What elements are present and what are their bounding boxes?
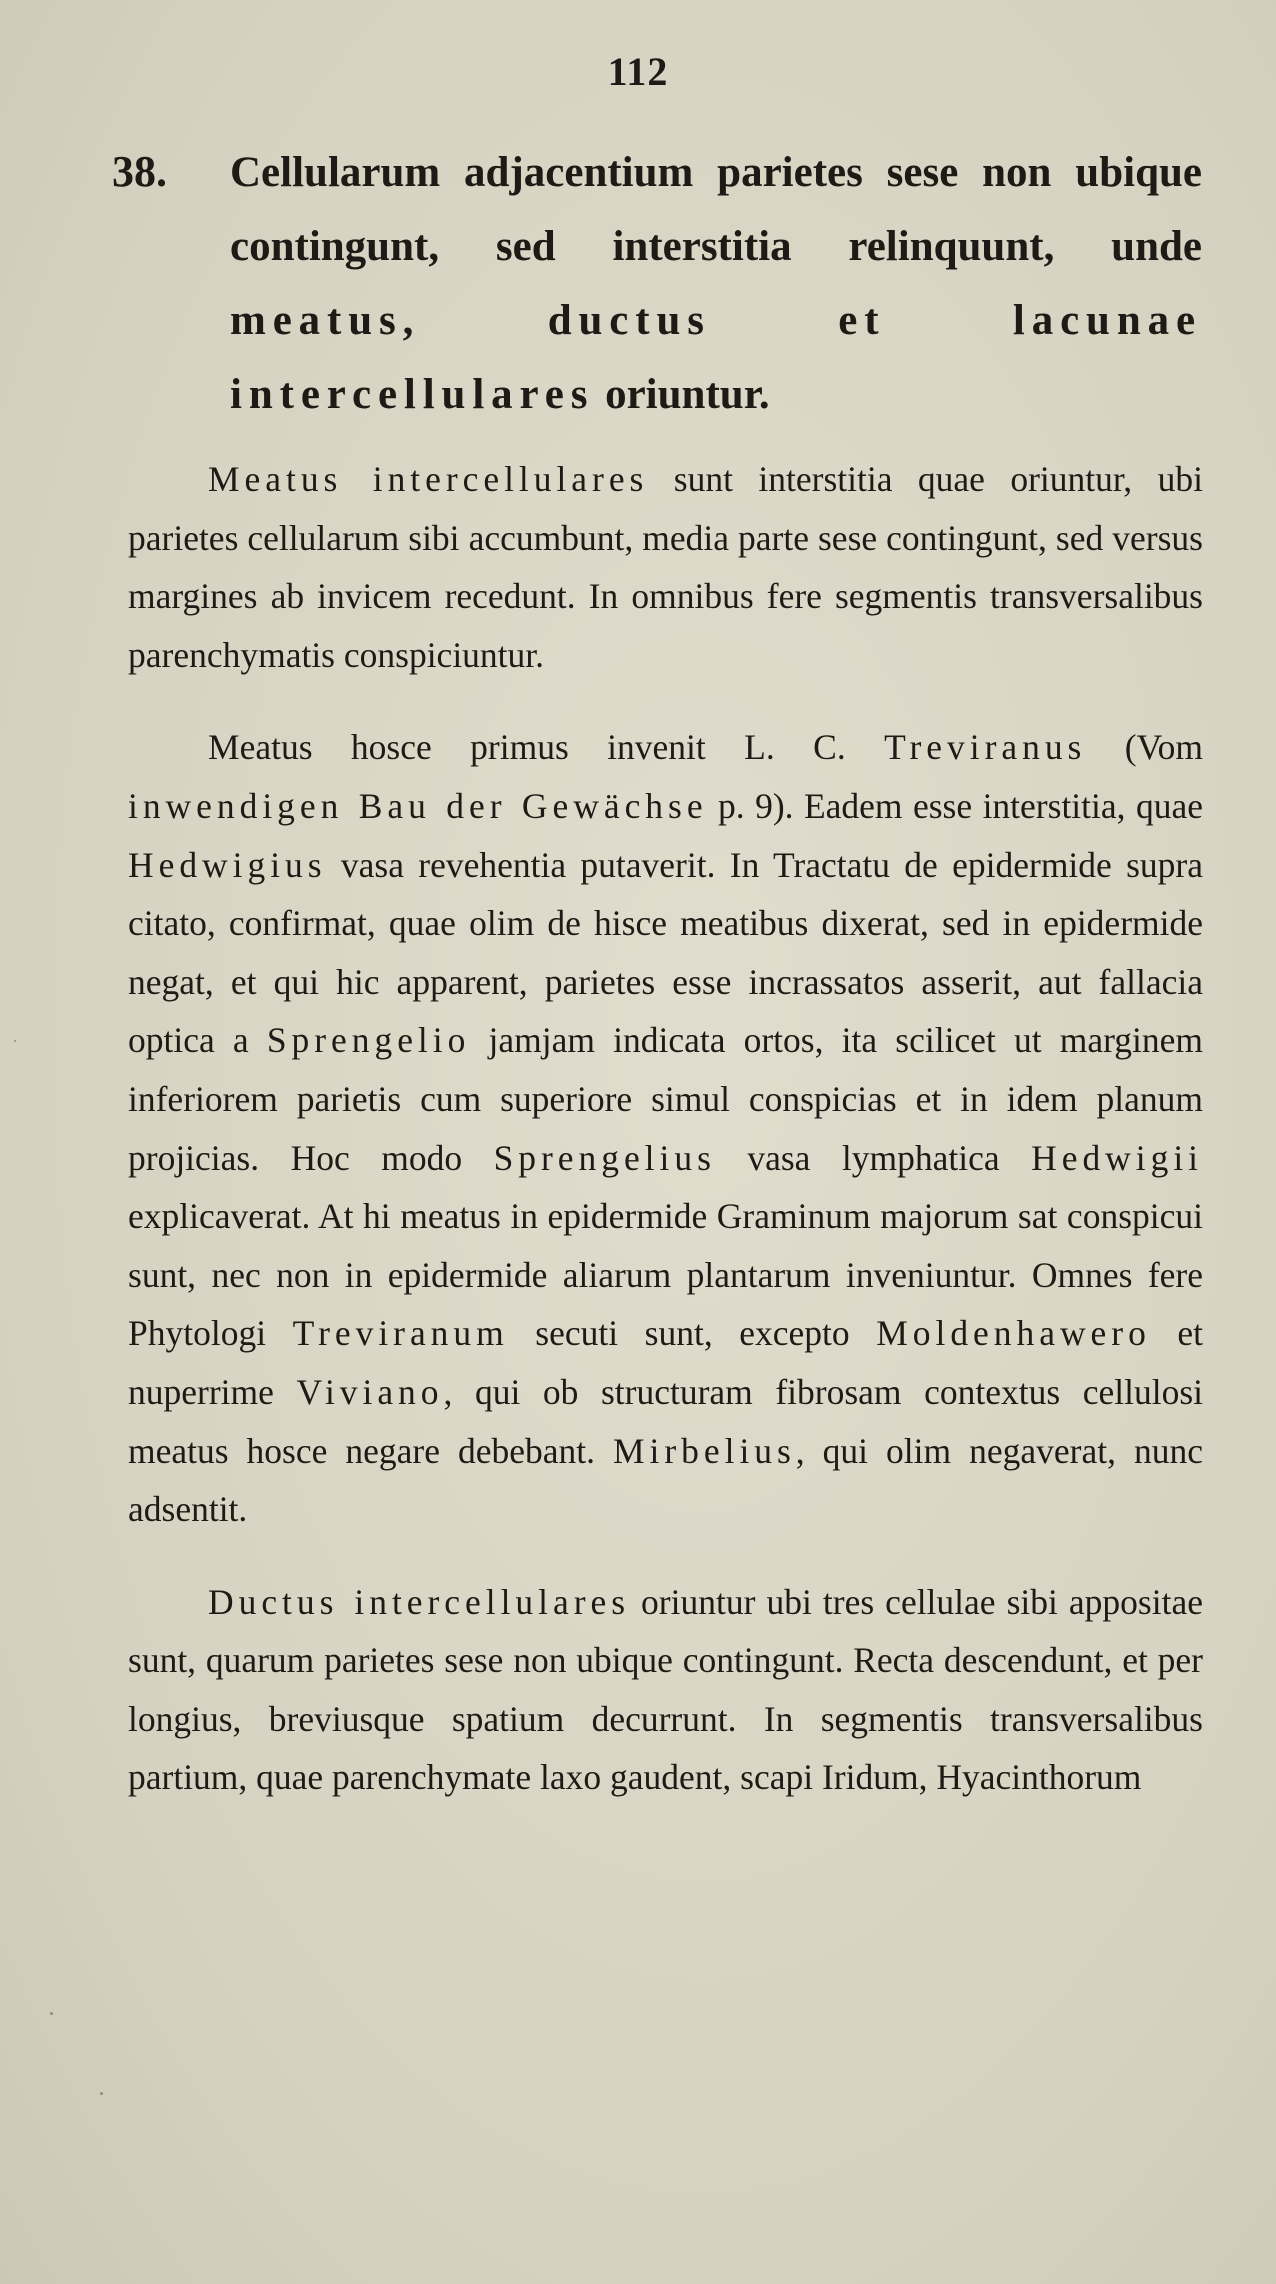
paper-speck [100, 2092, 103, 2095]
thesis-text-part: Cellularum adjacentium parietes sese non ubique contingunt, sed interstitia relinquunt, unde [230, 149, 1202, 270]
text-run: jamjam indicata ortos, ita scilicet ut marginem inferiorem parietis cum superiore simul conspicias et in idem planum projicias. Hoc modo [128, 1020, 1204, 1178]
text-run: (Vom [1086, 727, 1203, 768]
body-text [128, 450, 1203, 1807]
text-run: secuti sunt, excepto [508, 1313, 877, 1354]
spaced-name: Treviranus [884, 727, 1087, 768]
text-run: et nuperrime [128, 1313, 1203, 1412]
thesis-text [230, 136, 1202, 432]
text-run: vasa revehentia putaverit. In Tractatu de epidermide supra citato, confirmat, quae olim de hisce meatibus dixerat, sed in epidermide negat, et qui hic apparent, parietes esse incrassatos asserit, aut fallacia optica a [128, 844, 1203, 1061]
text-run: , qui olim negaverat, nunc adsentit. [128, 1430, 1203, 1530]
thesis-number: 38. [112, 147, 167, 196]
text-run: Meatus hosce primus invenit L. C. [208, 727, 885, 768]
text-run: , qui ob structuram fibrosam contextus cellulosi meatus hosce negare debebant. [128, 1371, 1204, 1471]
spaced-term: Ductus intercellulares [208, 1581, 631, 1622]
page-number: 112 [607, 49, 669, 94]
spaced-name: Mirbelius [613, 1430, 796, 1471]
text-run: vasa lymphatica [715, 1137, 1032, 1178]
text-run: oriuntur ubi tres cellulae sibi appositae sunt, quarum parietes sese non ubique contingunt. Recta descendunt, et per longius, breviusque spatium decurrunt. In segmentis transversalibus partium, quae parenchymate laxo gaudent, scapi Iridum, Hyacinthorum [128, 1581, 1203, 1798]
paragraph-history [128, 718, 1203, 1538]
spaced-name: Viviano [296, 1371, 444, 1412]
paragraph-ductus [128, 1573, 1203, 1807]
thesis-heading [112, 136, 1202, 432]
spaced-name: Sprengelius [493, 1137, 716, 1178]
thesis-text-end: oriuntur. [594, 371, 770, 418]
text-run: sunt interstitia quae oriuntur, ubi parietes cellularum sibi accumbunt, media parte sese contingunt, sed versus margines ab invicem recedunt. In omnibus fere segmentis transversalibus parenchymatis conspiciuntur. [128, 459, 1203, 675]
paragraph-meatus [128, 450, 1203, 684]
paper-speck [50, 2012, 53, 2015]
text-run: p. 9). Eadem esse interstitia, quae [707, 785, 1203, 826]
spaced-name: Moldenhawero [876, 1313, 1151, 1354]
spaced-name: Hedwigii [1031, 1137, 1203, 1178]
spaced-term: Meatus intercellulares [208, 459, 649, 499]
spaced-title: inwendigen Bau der Gewächse [128, 785, 708, 826]
text-run: explicaverat. At hi meatus in epidermide Graminum majorum sat conspicui sunt, nec non in epidermide aliarum plantarum inveniuntur. Omnes fere Phytologi [128, 1196, 1203, 1354]
spaced-name: Hedwigius [128, 844, 327, 885]
spaced-name: Treviranum [292, 1313, 509, 1354]
thesis-spaced-terms: meatus, ductus et lacunae intercellulares [230, 297, 1202, 418]
spaced-name: Sprengelio [266, 1020, 471, 1061]
paper-speck [14, 1040, 16, 1042]
